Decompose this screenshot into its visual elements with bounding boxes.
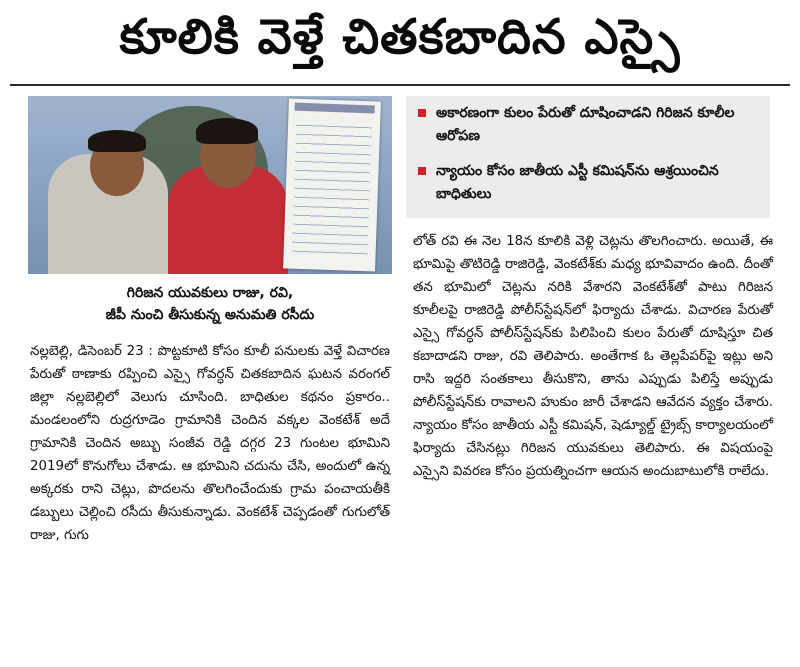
- receipt-header: [295, 103, 375, 114]
- highlight-item: అకారణంగా కులం పేరుతో దూషించాడని గిరిజన కూలీల ఆరోపణ: [418, 102, 760, 148]
- article-body-left: నల్లబెల్లి, డిసెంబర్ 23 : పొట్టకూటి కోసం కూలీ పనులకు వెళ్తే విచారణ పేరుతో ఠాణాకు రప్పించి ఎస్సై గోవర్ధన్ చితకబాదిన ఘటన వరంగల్ జిల్లా నల్లబెల్లిలో వెలుగు చూసింది. బాధితుల కథనం ప్రకారం.. మండలంలోని రుద్రగూడెం గ్రామానికి చెందిన వక్కల వెంకటేశ్ అదే గ్రామానికి చెందిన అబ్బు సంజీవ రెడ్డి దగ్గర 23 గుంటల భూమిని 2019లో కొనుగోలు చేశాడు. ఆ భూమిని చదును చేసి, అందులో ఉన్న అక్కరకు రాని చెట్లు, పొదలను తొలగించేందుకు గ్రామ పంచాయతీకి డబ్బులు చెల్లించి రసీదు తీసుకున్నాడు. వెంకటేశ్ చెప్పడంతో గుగులోత్ రాజు, గుగు: [30, 344, 390, 543]
- article-column-left: [30, 340, 390, 547]
- receipt-lines: [291, 117, 372, 260]
- article-body-right: లోత్ రవి ఈ నెల 18న కూలికి వెళ్లి చెట్లను తొలగించారు. అయితే, ఈ భూమిపై తొటిరెడ్డి రాజిరెడ్డి, వెంకటేశ్‌కు మధ్య భూవివాదం ఉంది. దీంతో తన భూమిలో చెట్లను నరికి వేశారని వెంకటేశ్‌తో పాటు గిరిజన కూలీలపై రాజిరెడ్డి పోలీస్‌స్టేషన్‌లో ఫిర్యాదు చేశాడు. విచారణ పేరుతో ఎస్సై గోవర్ధన్ పోలీస్‌స్టేషన్‌కు పిలిపించి కులం పేరుతో దూషిస్తూ చిత కబాదాడని రాజు, రవి తెలిపారు. అంతేగాక ఓ తెల్లపేపర్‌పై ఇట్లు అని రాసి ఇద్దరి సంతకాలు తీసుకొని, తాను ఎప్పుడు పిలిస్తే అప్పుడు పోలీస్‌స్టేషన్‌కు రావాలని హుకుం జారీ చేశాడని ఆవేదన వ్యక్తం చేశారు. న్యాయం కోసం జాతీయ ఎస్టీ కమిషన్, షెడ్యూల్డ్ ట్రైబ్స్ కార్యాలయంలో ఫిర్యాదు చేసినట్లు గిరిజన యువకులు తెలిపారు. ఈ విషయంపై ఎస్సైని వివరణ కోసం ప్రయత్నించగా ఆయన అందుబాటులోకి రాలేదు.: [413, 234, 773, 479]
- red-square-bullet-icon: [418, 109, 426, 117]
- article-column-right: [413, 230, 773, 483]
- headline-rule: [10, 84, 790, 86]
- gp-receipt-image: [283, 98, 381, 271]
- caption-line-1: గిరిజన యువకులు రాజు, రవి,: [126, 285, 294, 301]
- highlight-item: న్యాయం కోసం జాతీయ ఎస్టీ కమిషన్‌ను ఆశ్రయించిన బాధితులు: [418, 160, 760, 206]
- red-square-bullet-icon: [418, 167, 426, 175]
- caption-line-2: జీపీ నుంచి తీసుకున్న అనుమతి రసీదు: [105, 307, 315, 323]
- headline: కూలికి వెళ్తే చితకబాదిన ఎస్సై: [119, 9, 681, 65]
- photo-caption: [28, 282, 392, 326]
- highlights-box: [406, 96, 770, 218]
- person-hair: [88, 130, 146, 152]
- news-photo: [28, 96, 392, 274]
- person-hair: [196, 118, 258, 144]
